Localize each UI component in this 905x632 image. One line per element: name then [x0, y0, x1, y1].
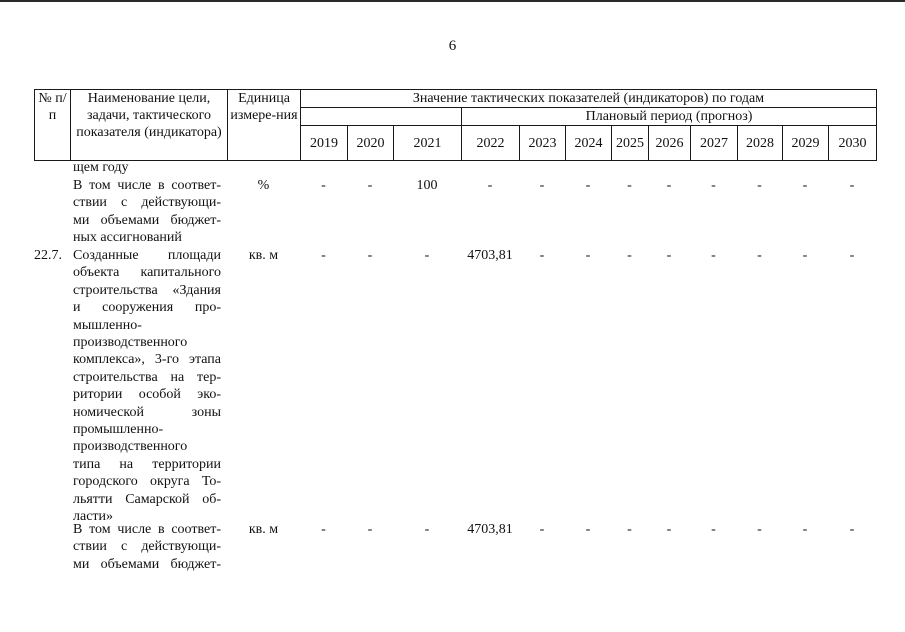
row-value: -	[424, 522, 430, 537]
row-name-line: промышленно-	[73, 422, 164, 438]
row-value: 100	[416, 178, 438, 193]
row-value: -	[539, 248, 545, 263]
header-blank-cell	[301, 108, 462, 126]
row-name-line: объекта капитального	[73, 265, 221, 281]
row-value: -	[849, 178, 855, 193]
row-value: -	[802, 178, 808, 193]
row-name-line: ствии с действующи-	[73, 539, 221, 555]
header-col-unit: Единица измере-ния	[228, 90, 301, 161]
row-name-line: типа на территории	[73, 456, 221, 472]
row-unit: кв. м	[248, 248, 279, 263]
row-value: -	[627, 248, 632, 263]
row-name-line: строительства «Здания	[73, 282, 221, 298]
header-year: 2030	[829, 126, 877, 161]
header-col-values: Значение тактических показателей (индикаторов) по годам	[301, 90, 877, 108]
header-year: 2024	[566, 126, 612, 161]
row-name-line: производственного	[73, 335, 188, 351]
row-value: -	[585, 178, 591, 193]
header-year: 2029	[783, 126, 829, 161]
row-name-line: льятти Самарской об-	[73, 491, 221, 507]
row-value: -	[849, 522, 855, 537]
row-value: -	[321, 178, 326, 193]
header-col-plan: Плановый период (прогноз)	[462, 108, 877, 126]
row-value: -	[802, 248, 808, 263]
header-year: 2021	[394, 126, 462, 161]
row-value: -	[757, 248, 762, 263]
page-number: 6	[448, 38, 457, 54]
row-value: -	[757, 522, 762, 537]
header-year: 2019	[301, 126, 348, 161]
row-value: -	[321, 248, 326, 263]
row-unit: кв. м	[248, 522, 279, 537]
row-name-line: номической зоны	[73, 404, 221, 420]
top-edge-line	[0, 0, 905, 2]
row-value: -	[367, 522, 373, 537]
header-col-number: № п/п	[35, 90, 71, 161]
header-year: 2025	[612, 126, 649, 161]
row-name-line: ми объемами бюджет-	[73, 556, 221, 572]
row-name-line: мышленно-	[73, 317, 142, 333]
row-value: -	[757, 178, 762, 193]
row-value: -	[539, 522, 545, 537]
header-year: 2022	[462, 126, 520, 161]
header-year: 2027	[691, 126, 738, 161]
row-value: -	[711, 178, 716, 193]
row-unit: %	[257, 178, 270, 193]
row-value: -	[424, 248, 430, 263]
row-value: -	[666, 178, 672, 193]
row-name-line: Созданные площади	[73, 248, 221, 263]
row-value: -	[666, 248, 672, 263]
row-name	[73, 159, 221, 176]
row-value: -	[321, 522, 326, 537]
row-value: -	[627, 522, 632, 537]
row-value: 4703,81	[467, 248, 513, 263]
row-name-line: В том числе в соответ-	[73, 522, 221, 537]
header-year: 2028	[738, 126, 783, 161]
row-name	[73, 247, 221, 526]
row-value: -	[849, 248, 855, 263]
row-name-line: ми объемами бюджет-	[73, 212, 221, 228]
row-value: 4703,81	[467, 522, 513, 537]
row-value: -	[666, 522, 672, 537]
row-value: -	[367, 178, 373, 193]
row-name-line: производственного	[73, 439, 188, 455]
row-name-line: ритории особой эко-	[73, 387, 221, 403]
row-name-line: ных ассигнований	[73, 230, 182, 246]
row-name	[73, 177, 221, 247]
row-name-line: щем году	[73, 160, 129, 175]
header-year: 2026	[649, 126, 691, 161]
row-name-line: строительства на тер-	[73, 369, 221, 385]
row-name-line: ласти»	[73, 509, 114, 525]
row-value: -	[627, 178, 632, 193]
row-name-line: и сооружения про-	[73, 300, 221, 316]
row-value: -	[711, 248, 716, 263]
header-col-name: Наименование цели, задачи, тактического показателя (индикатора)	[71, 90, 228, 161]
row-name-line: ствии с действующи-	[73, 195, 221, 211]
row-name-line: В том числе в соответ-	[73, 178, 221, 193]
header-year: 2023	[520, 126, 566, 161]
row-value: -	[585, 522, 591, 537]
row-value: -	[585, 248, 591, 263]
row-name-line: комплекса», 3-го этапа	[73, 352, 221, 368]
row-value: -	[711, 522, 716, 537]
table-header	[34, 89, 877, 161]
row-value: -	[367, 248, 373, 263]
row-value: -	[539, 178, 545, 193]
header-year: 2020	[348, 126, 394, 161]
row-value: -	[802, 522, 808, 537]
row-name	[73, 521, 221, 573]
row-value: -	[487, 178, 493, 193]
row-number: 22.7.	[34, 248, 62, 263]
row-name-line: городского округа То-	[73, 474, 221, 490]
